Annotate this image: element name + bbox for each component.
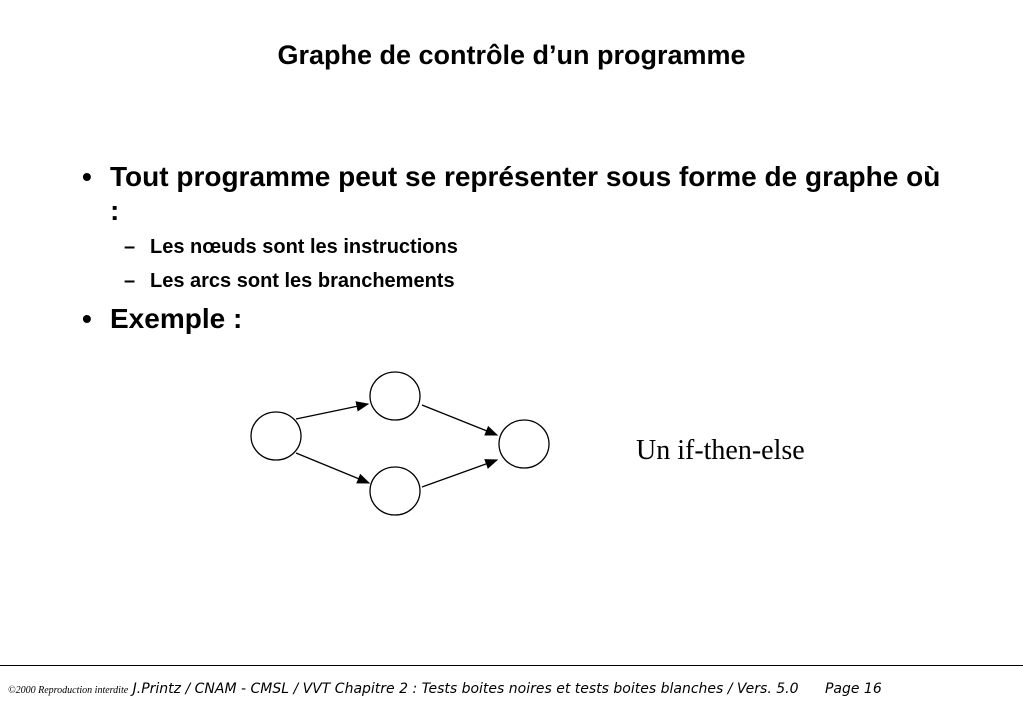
bullet-text: Exemple : [110,303,243,334]
edge-else-join [422,460,497,487]
sub-bullet-text: Les nœuds sont les instructions [150,236,458,258]
graph-nodes [251,372,549,515]
bullet-mark: • [82,303,92,334]
dash-mark: – [124,270,136,292]
footer-copyright: ©2000 Reproduction interdite [8,685,129,696]
node-join [499,420,549,468]
bullet-text: Tout programme peut se représenter sous forme de graphe où : [110,161,941,226]
page-number: Page 16 [824,681,882,697]
footer-text: J.Printz / CNAM - CMSL / VVT Chapitre 2 : Tests boites noires et tests boites blanches / Vers. 5.0 [132,681,799,697]
sub-bullet-text: Les arcs sont les branchements [150,270,455,292]
diagram-caption: Un if-then-else [636,435,805,466]
sub-bullet-item [82,264,942,298]
footer-divider [0,665,1023,666]
bullet-item [82,160,942,228]
slide-title: Graphe de contrôle d’un programme [277,40,746,70]
edge-start-else [296,453,369,483]
node-start [251,412,301,460]
node-then [370,372,420,420]
bullet-item [82,302,942,336]
control-flow-graph [240,362,570,527]
bullet-mark: • [82,161,92,192]
edge-start-then [296,404,368,419]
sub-bullet-item [82,230,942,264]
dash-mark: – [124,236,136,258]
footer [8,680,1018,698]
edge-then-join [422,405,497,435]
bullet-list [82,160,942,336]
node-else [370,467,420,515]
